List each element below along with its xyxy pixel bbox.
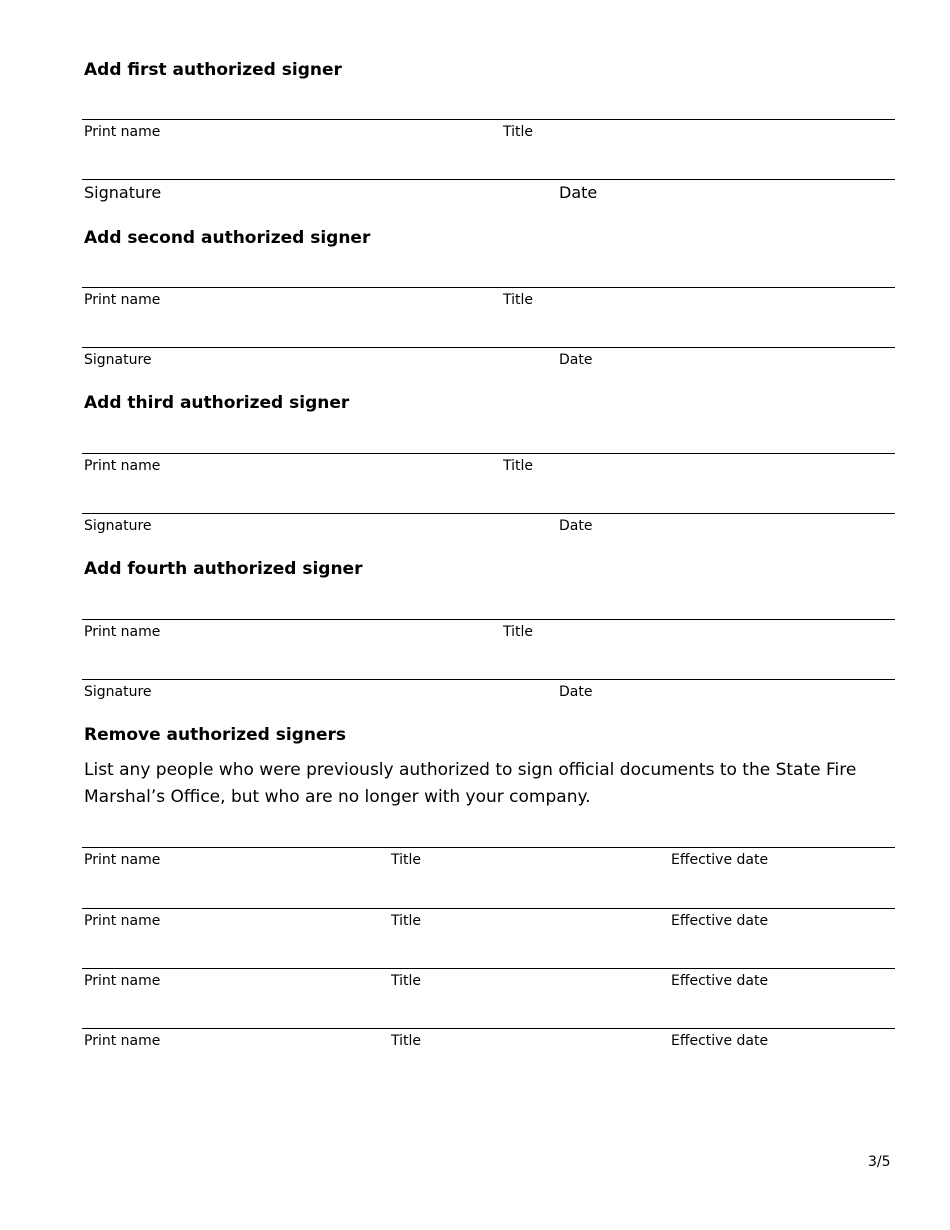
first-signer-title-label: Title (503, 124, 534, 140)
first-signer-title-field[interactable] (500, 80, 895, 120)
second-signer-date-field[interactable] (556, 308, 895, 348)
fourth-signer-heading: Add fourth authorized signer (84, 559, 363, 579)
remove-row-2-line (82, 908, 895, 909)
fourth-signer-signature-field[interactable] (82, 640, 552, 680)
third-signer-print-name-label: Print name (84, 458, 161, 474)
remove-row-1-print-name-label: Print name (84, 852, 161, 868)
remove-row-2-effective-date-label: Effective date (671, 913, 769, 929)
third-signer-title-label: Title (503, 458, 534, 474)
remove-row-4-effective-date-field[interactable] (668, 989, 895, 1029)
fourth-signer-signature-line (82, 679, 895, 680)
remove-row-3-effective-date-field[interactable] (668, 929, 895, 969)
remove-row-1-line (82, 847, 895, 848)
remove-row-4-title-label: Title (391, 1033, 422, 1049)
second-signer-print-name-label: Print name (84, 292, 161, 308)
second-signer-title-label: Title (503, 292, 534, 308)
third-signer-date-field[interactable] (556, 474, 895, 514)
first-signer-signature-label: Signature (84, 183, 162, 202)
second-signer-signature-line (82, 347, 895, 348)
remove-row-4-effective-date-label: Effective date (671, 1033, 769, 1049)
fourth-signer-title-field[interactable] (500, 580, 895, 620)
remove-row-4-print-name-field[interactable] (82, 989, 382, 1029)
first-signer-date-field[interactable] (556, 140, 895, 180)
fourth-signer-print-name-field[interactable] (82, 580, 492, 620)
third-signer-title-field[interactable] (500, 414, 895, 454)
remove-row-2-effective-date-field[interactable] (668, 868, 895, 908)
page-number: 3/5 (868, 1154, 891, 1170)
second-signer-name-line (82, 287, 895, 288)
third-signer-signature-field[interactable] (82, 474, 552, 514)
remove-row-1-title-label: Title (391, 852, 422, 868)
second-signer-date-label: Date (559, 352, 593, 368)
first-signer-heading: Add first authorized signer (84, 60, 342, 80)
remove-row-4-print-name-label: Print name (84, 1033, 161, 1049)
remove-signers-heading: Remove authorized signers (84, 725, 346, 745)
second-signer-title-field[interactable] (500, 248, 895, 288)
remove-row-4-title-field[interactable] (388, 989, 663, 1029)
third-signer-print-name-field[interactable] (82, 414, 492, 454)
remove-row-1-effective-date-label: Effective date (671, 852, 769, 868)
first-signer-signature-field[interactable] (82, 140, 552, 180)
fourth-signer-name-line (82, 619, 895, 620)
third-signer-date-label: Date (559, 518, 593, 534)
third-signer-signature-label: Signature (84, 518, 152, 534)
fourth-signer-signature-label: Signature (84, 684, 152, 700)
first-signer-print-name-label: Print name (84, 124, 161, 140)
remove-row-3-effective-date-label: Effective date (671, 973, 769, 989)
second-signer-print-name-field[interactable] (82, 248, 492, 288)
first-signer-date-label: Date (559, 183, 598, 202)
remove-row-3-title-field[interactable] (388, 929, 663, 969)
remove-row-3-print-name-field[interactable] (82, 929, 382, 969)
first-signer-signature-line (82, 179, 895, 180)
remove-row-3-print-name-label: Print name (84, 973, 161, 989)
second-signer-signature-label: Signature (84, 352, 152, 368)
first-signer-name-line (82, 119, 895, 120)
second-signer-signature-field[interactable] (82, 308, 552, 348)
remove-row-1-effective-date-field[interactable] (668, 808, 895, 848)
remove-row-3-line (82, 968, 895, 969)
first-signer-print-name-field[interactable] (82, 80, 492, 120)
remove-row-1-print-name-field[interactable] (82, 808, 382, 848)
remove-row-2-print-name-field[interactable] (82, 868, 382, 908)
fourth-signer-title-label: Title (503, 624, 534, 640)
third-signer-heading: Add third authorized signer (84, 393, 350, 413)
fourth-signer-date-field[interactable] (556, 640, 895, 680)
third-signer-name-line (82, 453, 895, 454)
fourth-signer-print-name-label: Print name (84, 624, 161, 640)
remove-row-1-title-field[interactable] (388, 808, 663, 848)
third-signer-signature-line (82, 513, 895, 514)
remove-row-2-print-name-label: Print name (84, 913, 161, 929)
fourth-signer-date-label: Date (559, 684, 593, 700)
remove-row-4-line (82, 1028, 895, 1029)
second-signer-heading: Add second authorized signer (84, 228, 371, 248)
remove-row-3-title-label: Title (391, 973, 422, 989)
remove-row-2-title-field[interactable] (388, 868, 663, 908)
remove-row-2-title-label: Title (391, 913, 422, 929)
remove-signers-description: List any people who were previously authorized to sign official documents to the State Fire Marshal’s Office, but who are no longer with your company. (84, 760, 857, 807)
